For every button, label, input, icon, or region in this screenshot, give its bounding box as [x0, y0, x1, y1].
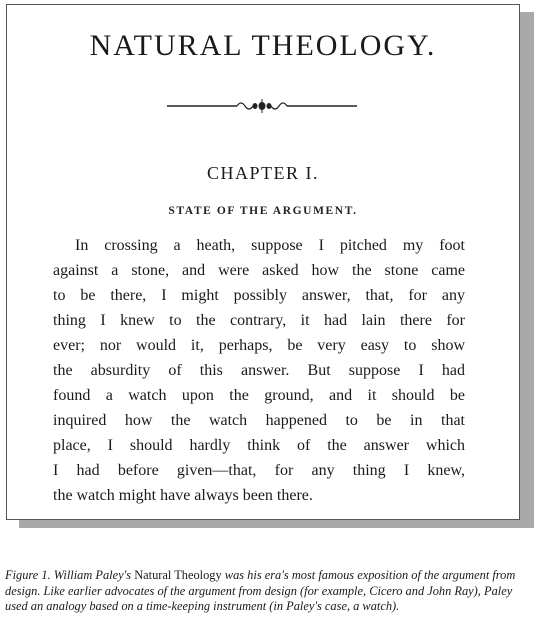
- body-line: place, I should hardly think of the answer which: [53, 437, 465, 454]
- body-line: I had before given—that, for any thing I knew,: [53, 462, 465, 479]
- book-title: NATURAL THEOLOGY.: [89, 29, 437, 62]
- chapter-heading: CHAPTER I.: [206, 163, 319, 183]
- body-line: against a stone, and were asked how the stone came: [53, 262, 465, 279]
- caption-text: was his era's most famous exposition of the argument from design. Like earlier advocates of the argument from design (for example, Cicero and John Ray), Paley used an analogy based on a time-keeping instrument (in Paley's case, a watch).: [5, 568, 516, 613]
- body-line: In crossing a heath, suppose I pitched my foot: [75, 237, 465, 254]
- body-line: found a watch upon the ground, and it should be: [53, 387, 465, 404]
- body-line: to be there, I might possibly answer, that, for any: [53, 287, 465, 304]
- body-line: ever; nor would it, perhaps, be very easy to show: [53, 337, 465, 354]
- body-line: the absurdity of this answer. But suppose I had: [53, 362, 465, 379]
- figure-caption: [5, 568, 535, 615]
- caption-book-title: Natural Theology: [134, 568, 222, 582]
- ornament-divider-icon: [167, 97, 357, 115]
- body-line: the watch might have always been there.: [53, 487, 313, 504]
- body-line: inquired how the watch happened to be in that: [53, 412, 465, 429]
- body-line: thing I knew to the contrary, it had lain there for: [53, 312, 465, 329]
- chapter-subtitle: STATE OF THE ARGUMENT.: [168, 205, 358, 217]
- book-page: [6, 4, 520, 520]
- caption-prefix: Figure 1. William Paley's: [5, 568, 135, 582]
- body-paragraph: [53, 233, 465, 508]
